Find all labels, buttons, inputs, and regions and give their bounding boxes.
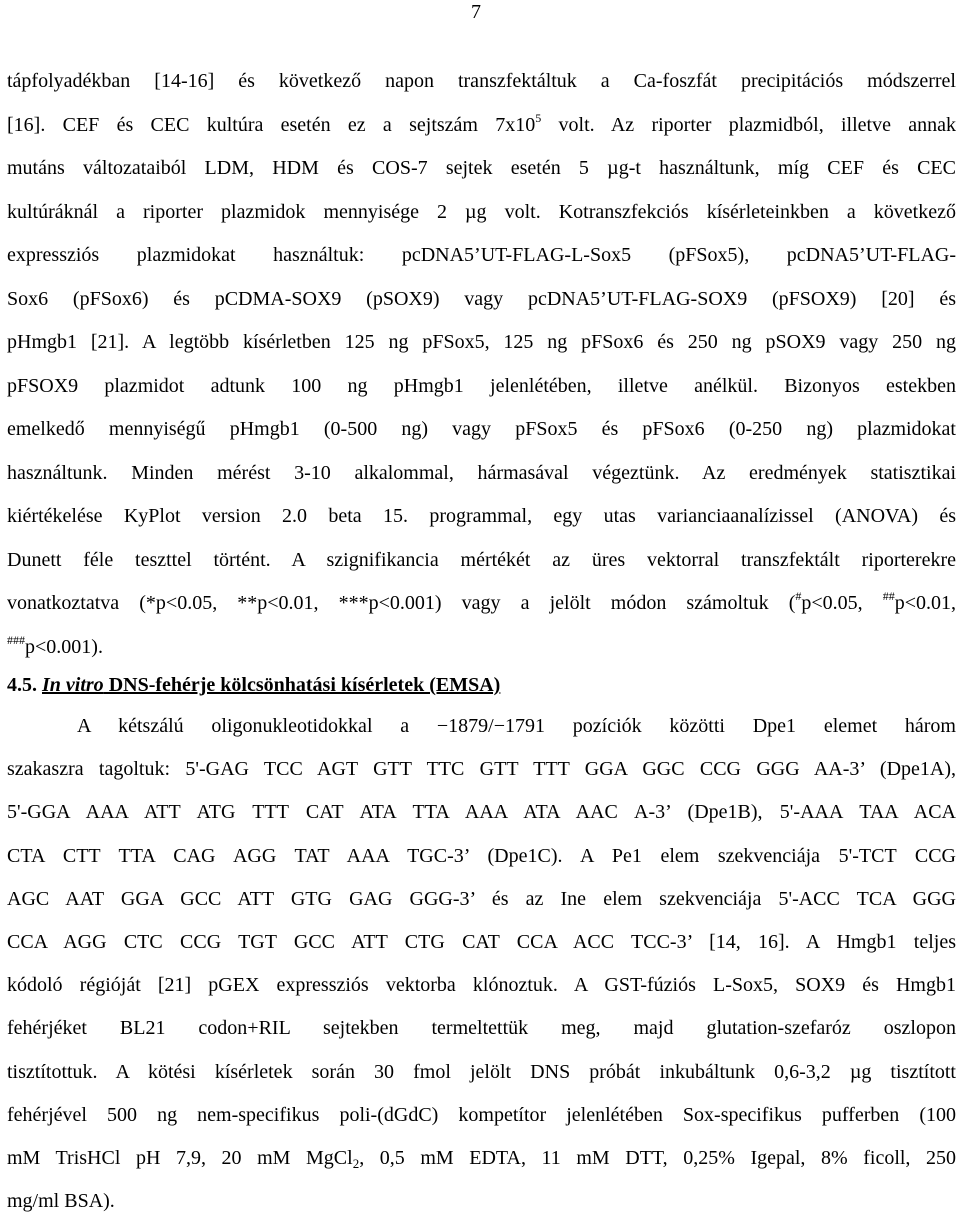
paragraph-line: AGC AAT GGA GCC ATT GTG GAG GGG-3’ és az Ine elem szekvenciája 5'-ACC TCA GGG — [7, 887, 956, 910]
subscript: 2 — [352, 1156, 360, 1172]
methods-paragraph-emsa — [7, 705, 956, 1223]
paragraph-line: A kétszálú oligonukleotidokkal a −1879/−1791 pozíciók közötti Dpe1 elemet három — [77, 715, 956, 737]
paragraph-line: Sox6 (pFSox6) és pCDMA-SOX9 (pSOX9) vagy pcDNA5’UT-FLAG-SOX9 (pFSOX9) [20] és — [7, 287, 956, 310]
paragraph-line: vonatkoztatva (*p<0.05, **p<0.01, ***p<0.001) vagy a jelölt módon számoltuk (#p<0.05, ##p<0.01, — [7, 589, 957, 614]
paragraph-line: mg/ml BSA). — [7, 1190, 115, 1213]
section-title-italic: In vitro — [42, 674, 104, 696]
paragraph-line: fehérjével 500 ng nem-specifikus poli-(dGdC) kompetítor jelenlétében Sox-specifikus pufferben (100 — [7, 1103, 956, 1126]
paragraph-line: tisztítottuk. A kötési kísérletek során 30 fmol jelölt DNS próbát inkubáltunk 0,6-3,2 µg tisztított — [7, 1060, 956, 1083]
paragraph-line: használtunk. Minden mérést 3-10 alkalommal, hármasával végeztünk. Az eredmények statisztikai — [7, 461, 956, 484]
superscript: ## — [882, 589, 895, 603]
paragraph-line: 5'-GGA AAA ATT ATG TTT CAT ATA TTA AAA ATA AAC A-3’ (Dpe1B), 5'-AAA TAA ACA — [7, 801, 956, 824]
paragraph-line: emelkedő mennyiségű pHmgb1 (0-500 ng) vagy pFSox5 és pFSox6 (0-250 ng) plazmidokat — [7, 418, 956, 440]
paragraph-line: pHmgb1 [21]. A legtöbb kísérletben 125 ng pFSox5, 125 ng pFSox6 és 250 ng pSOX9 vagy 250 ng — [7, 331, 956, 353]
paragraph-line: mM TrisHCl pH 7,9, 20 mM MgCl$_2$, 0,5 mM EDTA, 11 mM DTT, 0,25% Igepal, 8% ficoll, 250 — [7, 1147, 956, 1172]
paragraph-line: kultúráknál a riporter plazmidok mennyisége 2 µg volt. Kotranszfekciós kísérleteinkben a következő — [7, 200, 956, 223]
section-number: 4.5. — [7, 674, 42, 696]
paragraph-line: CTA CTT TTA CAG AGG TAT AAA TGC-3’ (Dpe1C). A Pe1 elem szekvenciája 5'-TCT CCG — [7, 844, 956, 867]
paragraph-line: mutáns változataiból LDM, HDM és COS-7 sejtek esetén 5 µg-t használtunk, míg CEF és CEC — [7, 157, 956, 179]
paragraph-line: Dunett féle teszttel történt. A szignifikancia mértékét az üres vektorral transzfektált riporterekre — [7, 548, 956, 571]
paragraph-line: kódoló régióját [21] pGEX expressziós vektorba klónoztuk. A GST-fúziós L-Sox5, SOX9 és Hmgb1 — [7, 974, 956, 997]
superscript: # — [795, 589, 802, 603]
paragraph-line: kiértékelése KyPlot version 2.0 beta 15. programmal, egy utas varianciaanalízissel (ANOVA) és — [7, 505, 956, 527]
methods-paragraph-transfection — [7, 60, 956, 669]
paragraph-line: pFSOX9 plazmidot adtunk 100 ng pHmgb1 jelenlétében, illetve anélkül. Bizonyos estekben — [7, 374, 956, 397]
paragraph-line: szakaszra tagoltuk: 5'-GAG TCC AGT GTT TTC GTT TTT GGA GGC CCG GGG AA-3’ (Dpe1A), — [7, 758, 956, 781]
superscript: ### — [7, 632, 25, 647]
section-title: DNS-fehérje kölcsönhatási kísérletek (EMSA) — [103, 674, 501, 696]
paragraph-line: CCA AGG CTC CCG TGT GCC ATT CTG CAT CCA ACC TCC-3’ [14, 16]. A Hmgb1 teljes — [7, 931, 956, 954]
section-heading — [7, 671, 500, 699]
paragraph-line: [16]. CEF és CEC kultúra esetén ez a sejtszám $7x10^5$ volt. Az riporter plazmidból, illetve annak — [7, 110, 957, 136]
paragraph-line: tápfolyadékban [14-16] és következő napon transzfektáltuk a Ca-foszfát precipitációs módszerrel — [7, 70, 956, 92]
superscript: 5 — [535, 110, 542, 125]
paragraph-line: expressziós plazmidokat használtuk: pcDNA5’UT-FLAG-L-Sox5 (pFSox5), pcDNA5’UT-FLAG- — [7, 244, 956, 266]
paragraph-line: fehérjéket BL21 codon+RIL sejtekben termeltettük meg, majd glutation-szefaróz oszlopon — [7, 1017, 956, 1040]
page-number: 7 — [471, 1, 481, 23]
paragraph-line: ###p<0.001). — [7, 632, 103, 658]
